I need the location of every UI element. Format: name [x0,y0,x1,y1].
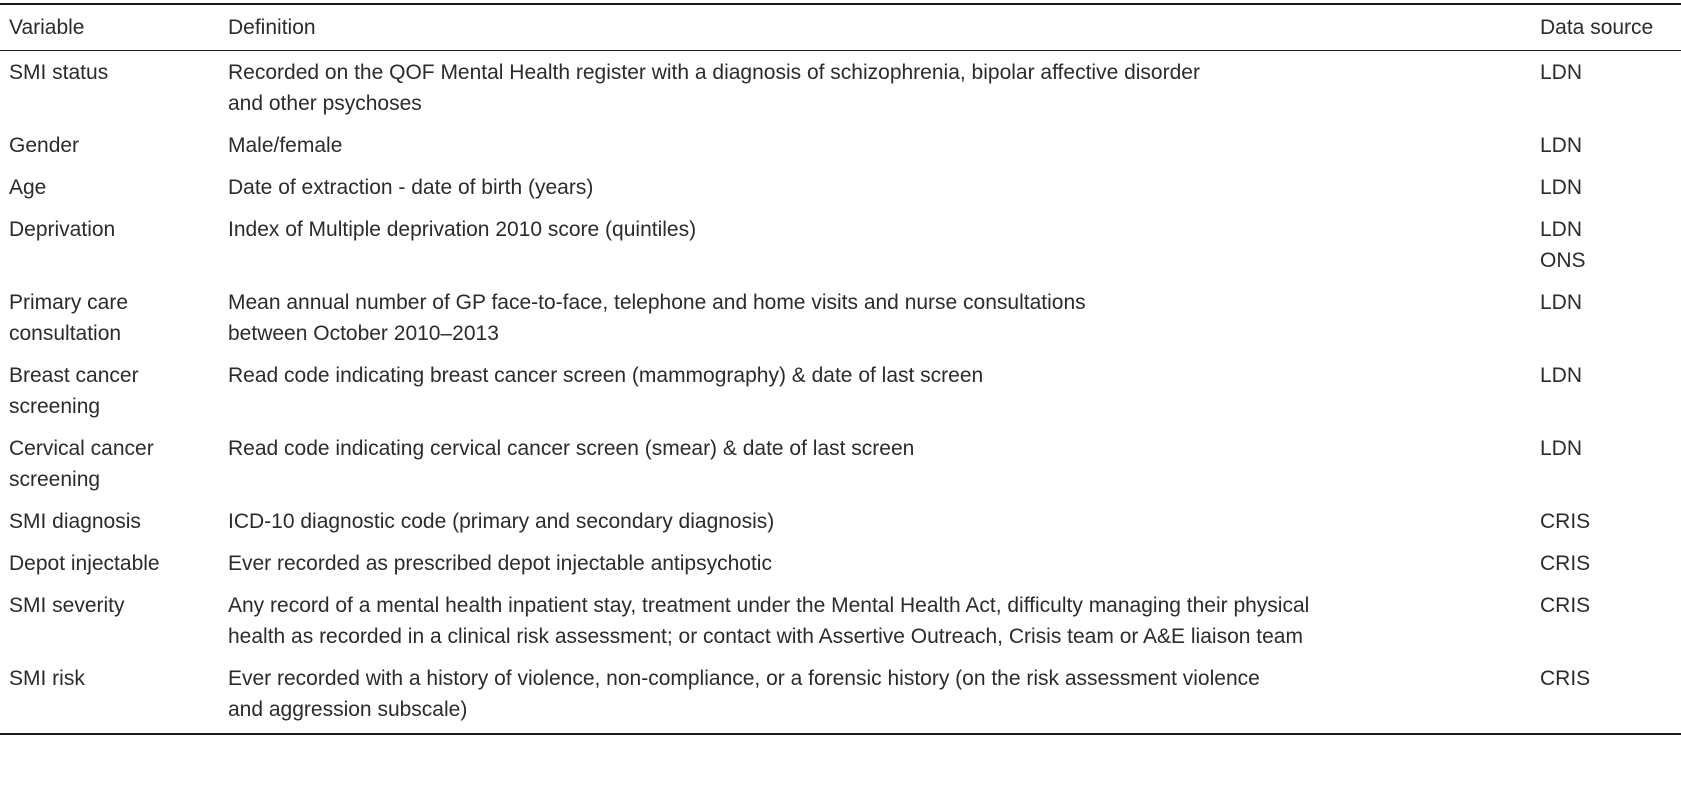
cell-variable-line: SMI diagnosis [9,510,141,533]
cell-definition-line: Ever recorded as prescribed depot injectable antipsychotic [228,552,772,575]
cell-definition-line: between October 2010–2013 [228,322,499,345]
cell-variable [0,281,228,354]
cell-data-source [1540,584,1681,657]
cell-definition-line: Mean annual number of GP face-to-face, telephone and home visits and nurse consultations [228,291,1086,314]
cell-definition-line: and aggression subscale) [228,698,468,721]
cell-data-source [1540,427,1681,500]
table-row [0,500,1681,542]
cell-variable-line: screening [9,395,101,418]
cell-data-source-line: LDN [1540,176,1583,199]
header-row [0,4,1681,51]
cell-variable [0,166,228,208]
cell-data-source-line: CRIS [1540,667,1591,690]
cell-data-source [1540,354,1681,427]
cell-definition [228,124,1540,166]
cell-variable-line: SMI severity [9,594,125,617]
cell-data-source [1540,166,1681,208]
cell-definition-line: Read code indicating cervical cancer screen (smear) & date of last screen [228,437,915,460]
cell-variable-line: SMI status [9,61,109,84]
table-row [0,124,1681,166]
header-data-source: Data source [1540,15,1654,39]
cell-variable [0,124,228,166]
cell-definition-line: health as recorded in a clinical risk assessment; or contact with Assertive Outreach, Crisis team or A&E liaison team [228,625,1303,648]
table-row [0,542,1681,584]
cell-variable-line: Deprivation [9,218,116,241]
cell-variable-line: Cervical cancer [9,437,154,460]
table-row [0,354,1681,427]
header-variable: Variable [9,15,85,39]
table-row [0,281,1681,354]
cell-variable-line: screening [9,468,101,491]
cell-definition-line: Ever recorded with a history of violence, non-compliance, or a forensic history (on the risk assessment violence [228,667,1260,690]
cell-data-source [1540,281,1681,354]
cell-definition-line: Any record of a mental health inpatient stay, treatment under the Mental Health Act, difficulty managing their physical [228,594,1310,617]
table-row [0,657,1681,734]
table-header [0,4,1681,51]
cell-data-source-line: CRIS [1540,552,1591,575]
cell-definition [228,166,1540,208]
cell-variable [0,500,228,542]
cell-data-source-line: ONS [1540,249,1586,272]
table-row [0,584,1681,657]
cell-definition [228,208,1540,281]
cell-data-source [1540,208,1681,281]
cell-definition [228,354,1540,427]
cell-data-source-line: LDN [1540,218,1583,241]
cell-definition-line: ICD-10 diagnostic code (primary and secondary diagnosis) [228,510,775,533]
cell-definition-line: Recorded on the QOF Mental Health register with a diagnosis of schizophrenia, bipolar affective disorder [228,61,1200,84]
cell-data-source-line: LDN [1540,134,1583,157]
cell-data-source-line: LDN [1540,291,1583,314]
cell-variable-line: consultation [9,322,122,345]
table-body [0,51,1681,735]
cell-data-source [1540,51,1681,125]
cell-definition [228,427,1540,500]
cell-definition-line: Index of Multiple deprivation 2010 score (quintiles) [228,218,697,241]
variable-definitions-table [0,3,1681,735]
cell-data-source-line: CRIS [1540,510,1591,533]
cell-variable-line: SMI risk [9,667,85,690]
table-row [0,166,1681,208]
cell-definition [228,281,1540,354]
cell-definition-line: Male/female [228,134,343,157]
cell-variable-line: Age [9,176,47,199]
cell-variable [0,584,228,657]
cell-data-source [1540,657,1681,734]
cell-definition [228,542,1540,584]
cell-definition [228,584,1540,657]
cell-definition-line: and other psychoses [228,92,422,115]
cell-definition [228,51,1540,125]
cell-definition [228,657,1540,734]
cell-definition-line: Read code indicating breast cancer screen (mammography) & date of last screen [228,364,984,387]
table-row [0,427,1681,500]
table-row [0,208,1681,281]
cell-data-source [1540,124,1681,166]
cell-variable-line: Depot injectable [9,552,160,575]
cell-data-source-line: LDN [1540,61,1583,84]
cell-data-source-line: LDN [1540,437,1583,460]
cell-variable-line: Gender [9,134,80,157]
cell-data-source [1540,542,1681,584]
cell-variable [0,657,228,734]
cell-variable [0,427,228,500]
cell-variable [0,354,228,427]
cell-variable-line: Breast cancer [9,364,139,387]
cell-variable [0,51,228,125]
table-row [0,51,1681,125]
cell-variable-line: Primary care [9,291,129,314]
cell-data-source-line: CRIS [1540,594,1591,617]
cell-variable [0,542,228,584]
cell-definition-line: Date of extraction - date of birth (years) [228,176,594,199]
cell-variable [0,208,228,281]
cell-definition [228,500,1540,542]
cell-data-source [1540,500,1681,542]
header-definition: Definition [228,15,316,39]
cell-data-source-line: LDN [1540,364,1583,387]
